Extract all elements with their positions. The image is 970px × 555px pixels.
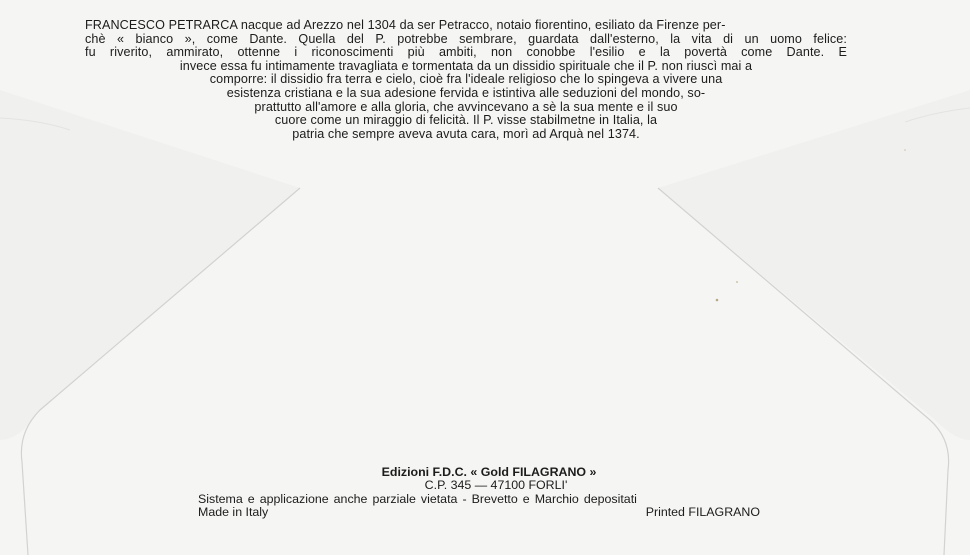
bio-line-5: comporre: il dissidio fra terra e cielo, cioè fra l'ideale religioso che lo spingeva a vivere una <box>209 72 723 87</box>
bio-line-9: patria che sempre aveva avuta cara, morì ad Arquà nel 1374. <box>292 126 640 141</box>
publisher-address: C.P. 345 — 47100 FORLI' <box>424 478 568 493</box>
bio-line-2: chè « bianco », come Dante. Quella del P. potrebbe sembrare, guardata dall'esterno, la vita di un uomo felice: <box>85 31 847 46</box>
publisher-footer-row <box>198 506 760 519</box>
bio-line-4: invece essa fu intimamente travagliata e tormentata da un dissidio spirituale che il P. non riuscì mai a <box>179 58 753 73</box>
bio-line-3: fu riverito, ammirato, ottenne i riconoscimenti più ambiti, non conobbe l'esilio e la povertà come Dante. E <box>85 45 847 60</box>
made-in-label: Made in Italy <box>198 505 269 520</box>
bio-line-8: cuore come un miraggio di felicità. Il P. visse stabilmetne in Italia, la <box>274 113 658 128</box>
bio-line-1: FRANCESCO PETRARCA nacque ad Arezzo nel 1304 da ser Petracco, notaio fiorentino, esiliato da Firenze per- <box>85 18 726 32</box>
bio-line-6: esistenza cristiana e la sua adesione fervida e istintiva alle seduzioni del mondo, so- <box>226 85 706 100</box>
copyright-notice: Sistema e applicazione anche parziale vietata - Brevetto e Marchio depositati <box>198 491 637 506</box>
publisher-imprint <box>198 466 760 520</box>
biography-text <box>85 19 847 141</box>
publisher-title: Edizioni F.D.C. « Gold FILAGRANO » <box>381 465 597 479</box>
printed-by-label: Printed FILAGRANO <box>645 505 760 520</box>
bio-line-7: prattutto all'amore e alla gloria, che avvincevano a sè la sua mente e il suo <box>254 99 678 114</box>
